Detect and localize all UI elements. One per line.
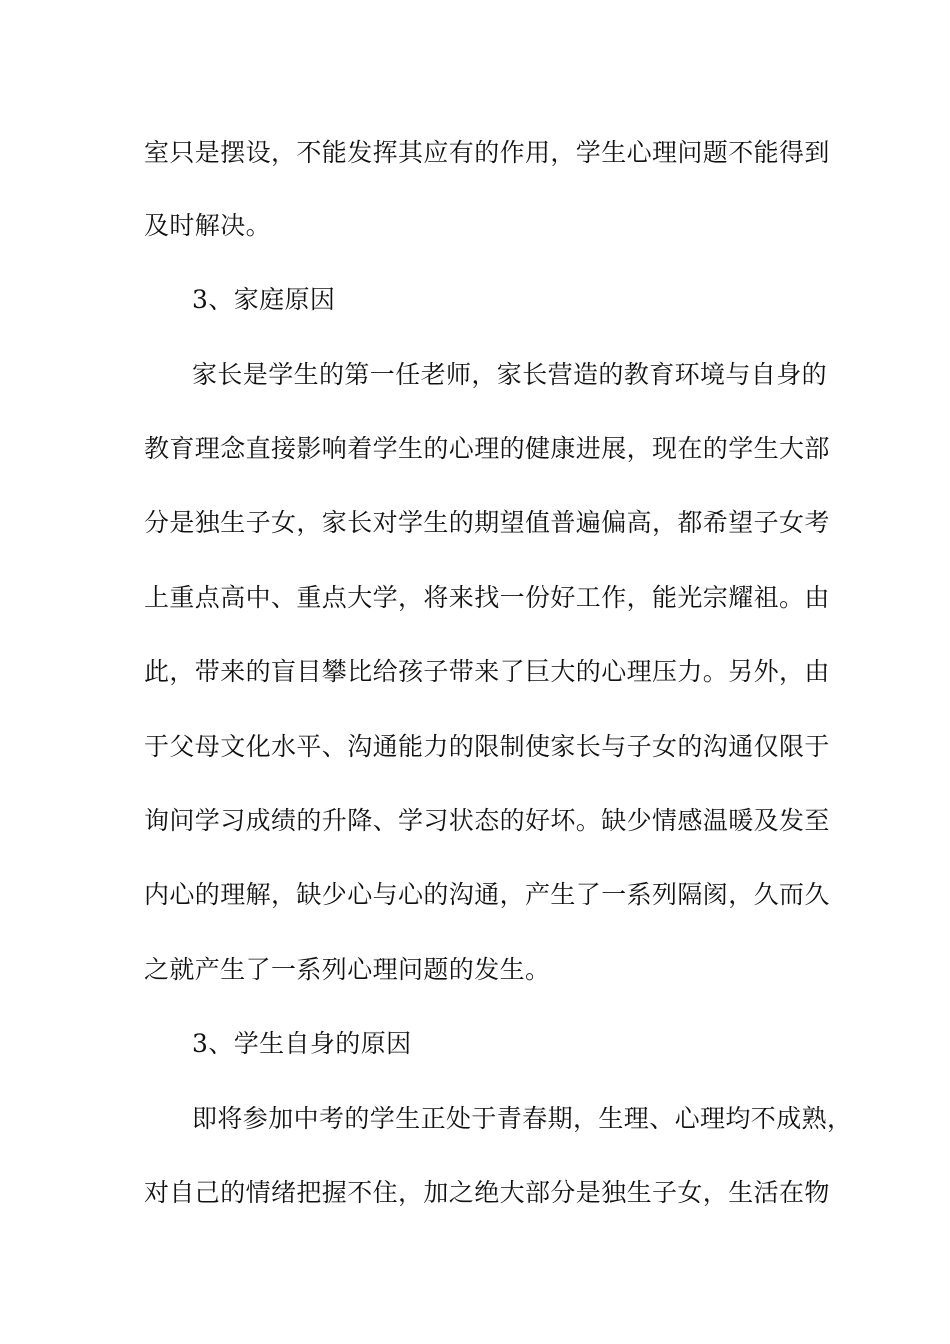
text-line: 此，带来的盲目攀比给孩子带来了巨大的心理压力。另外，由 — [144, 657, 830, 686]
text-line: 询问学习成绩的升降、学习状态的好坏。缺少情感温暖及发至 — [144, 806, 830, 835]
text-line: 上重点高中、重点大学，将来找一份好工作，能光宗耀祖。由 — [144, 583, 830, 612]
text-line: 之就产生了一系列心理问题的发生。 — [144, 955, 551, 984]
section-heading: 3、家庭原因 — [192, 285, 336, 314]
text-line: 教育理念直接影响着学生的心理的健康进展，现在的学生大部 — [144, 434, 830, 463]
text-line: 于父母文化水平、沟通能力的限制使家长与子女的沟通仅限于 — [144, 732, 830, 761]
text-line: 室只是摆设，不能发挥其应有的作用，学生心理问题不能得到 — [144, 138, 830, 167]
text-line: 对自己的情绪把握不住，加之绝大部分是独生子女，生活在物 — [144, 1178, 830, 1207]
text-line: 分是独生子女，家长对学生的期望值普遍偏高，都希望子女考 — [144, 508, 830, 537]
text-line: 及时解决。 — [144, 211, 272, 240]
paragraph-start: 家长是学生的第一任老师，家长营造的教育环境与自身的 — [192, 360, 828, 389]
text-line: 内心的理解，缺少心与心的沟通，产生了一系列隔阂，久而久 — [144, 880, 830, 909]
section-heading: 3、学生自身的原因 — [192, 1029, 412, 1058]
paragraph-start: 即将参加中考的学生正处于青春期，生理、心理均不成熟， — [192, 1104, 853, 1133]
